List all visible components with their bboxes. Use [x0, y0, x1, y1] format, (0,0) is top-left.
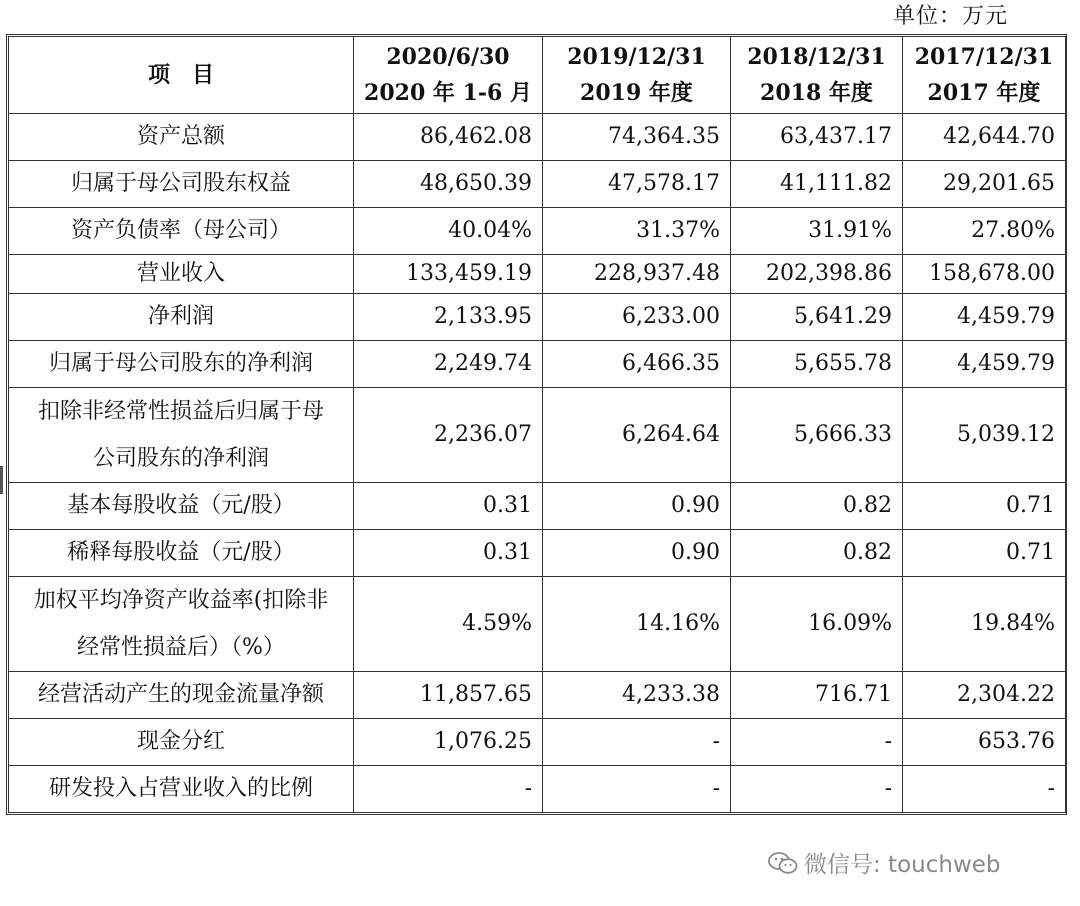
cell-value: 2,236.07 — [354, 388, 543, 483]
cell-value: 0.31 — [354, 483, 543, 530]
cell-value: 2,304.22 — [903, 672, 1066, 719]
cell-value: 11,857.65 — [354, 672, 543, 719]
cell-value: 19.84% — [903, 577, 1066, 672]
cell-value: 4,233.38 — [543, 672, 731, 719]
cell-value: 202,398.86 — [731, 255, 903, 294]
row-label: 归属于母公司股东权益 — [9, 161, 354, 208]
table-row — [9, 766, 1066, 813]
cell-value: 716.71 — [731, 672, 903, 719]
cell-value: 0.71 — [903, 483, 1066, 530]
unit-label: 单位：万元 — [892, 4, 1008, 29]
row-label: 经营活动产生的现金流量净额 — [9, 672, 354, 719]
cell-value: 0.90 — [543, 530, 731, 577]
table-row — [9, 341, 1066, 388]
cell-value: 41,111.82 — [731, 161, 903, 208]
financial-table-frame — [6, 34, 1067, 815]
margin-mark — [0, 466, 3, 494]
cell-value: - — [354, 766, 543, 813]
cell-value: 2,133.95 — [354, 294, 543, 341]
table-row — [9, 294, 1066, 341]
header-col-2: 2019/12/31 2019 年度 — [543, 37, 731, 114]
financial-summary-table — [8, 36, 1066, 813]
cell-value: 27.80% — [903, 208, 1066, 255]
header-col-1: 2020/6/30 2020 年 1-6 月 — [354, 37, 543, 114]
cell-value: 29,201.65 — [903, 161, 1066, 208]
cell-value: 5,039.12 — [903, 388, 1066, 483]
cell-value: 4.59% — [354, 577, 543, 672]
cell-value: 31.37% — [543, 208, 731, 255]
cell-value: 86,462.08 — [354, 114, 543, 161]
table-row — [9, 161, 1066, 208]
row-label: 营业收入 — [9, 255, 354, 294]
cell-value: 5,641.29 — [731, 294, 903, 341]
row-label: 现金分红 — [9, 719, 354, 766]
row-label: 资产总额 — [9, 114, 354, 161]
cell-value: 31.91% — [731, 208, 903, 255]
cell-value: 74,364.35 — [543, 114, 731, 161]
header-item: 项 目 — [9, 37, 354, 114]
row-label: 归属于母公司股东的净利润 — [9, 341, 354, 388]
cell-value: 228,937.48 — [543, 255, 731, 294]
row-label: 稀释每股收益（元/股） — [9, 530, 354, 577]
cell-value: 1,076.25 — [354, 719, 543, 766]
table-row — [9, 208, 1066, 255]
table-row — [9, 388, 1066, 483]
cell-value: 16.09% — [731, 577, 903, 672]
cell-value: 6,264.64 — [543, 388, 731, 483]
cell-value: 48,650.39 — [354, 161, 543, 208]
row-label: 研发投入占营业收入的比例 — [9, 766, 354, 813]
cell-value: 14.16% — [543, 577, 731, 672]
row-label: 资产负债率（母公司） — [9, 208, 354, 255]
table-row — [9, 719, 1066, 766]
cell-value: - — [543, 719, 731, 766]
cell-value: 5,666.33 — [731, 388, 903, 483]
watermark-text: 微信号: touchweb — [804, 852, 1001, 878]
cell-value: 63,437.17 — [731, 114, 903, 161]
row-label: 基本每股收益（元/股） — [9, 483, 354, 530]
cell-value: - — [731, 719, 903, 766]
table-row — [9, 530, 1066, 577]
cell-value: 158,678.00 — [903, 255, 1066, 294]
cell-value: 0.82 — [731, 530, 903, 577]
cell-value: 653.76 — [903, 719, 1066, 766]
cell-value: 5,655.78 — [731, 341, 903, 388]
cell-value: 0.31 — [354, 530, 543, 577]
table-row — [9, 483, 1066, 530]
cell-value: 0.82 — [731, 483, 903, 530]
row-label: 扣除非经常性损益后归属于母 公司股东的净利润 — [9, 388, 354, 483]
table-row — [9, 114, 1066, 161]
table-row — [9, 672, 1066, 719]
cell-value: 4,459.79 — [903, 341, 1066, 388]
row-label: 加权平均净资产收益率(扣除非 经常性损益后）（%） — [9, 577, 354, 672]
row-label: 净利润 — [9, 294, 354, 341]
cell-value: 6,233.00 — [543, 294, 731, 341]
cell-value: - — [731, 766, 903, 813]
header-row — [9, 37, 1066, 114]
cell-value: 0.90 — [543, 483, 731, 530]
header-col-3: 2018/12/31 2018 年度 — [731, 37, 903, 114]
cell-value: 6,466.35 — [543, 341, 731, 388]
cell-value: 0.71 — [903, 530, 1066, 577]
watermark — [768, 846, 1001, 879]
table-row — [9, 577, 1066, 672]
cell-value: 4,459.79 — [903, 294, 1066, 341]
cell-value: - — [903, 766, 1066, 813]
cell-value: 40.04% — [354, 208, 543, 255]
cell-value: 47,578.17 — [543, 161, 731, 208]
wechat-icon — [768, 851, 798, 875]
cell-value: 133,459.19 — [354, 255, 543, 294]
cell-value: - — [543, 766, 731, 813]
cell-value: 42,644.70 — [903, 114, 1066, 161]
cell-value: 2,249.74 — [354, 341, 543, 388]
table-row — [9, 255, 1066, 294]
header-col-4: 2017/12/31 2017 年度 — [903, 37, 1066, 114]
